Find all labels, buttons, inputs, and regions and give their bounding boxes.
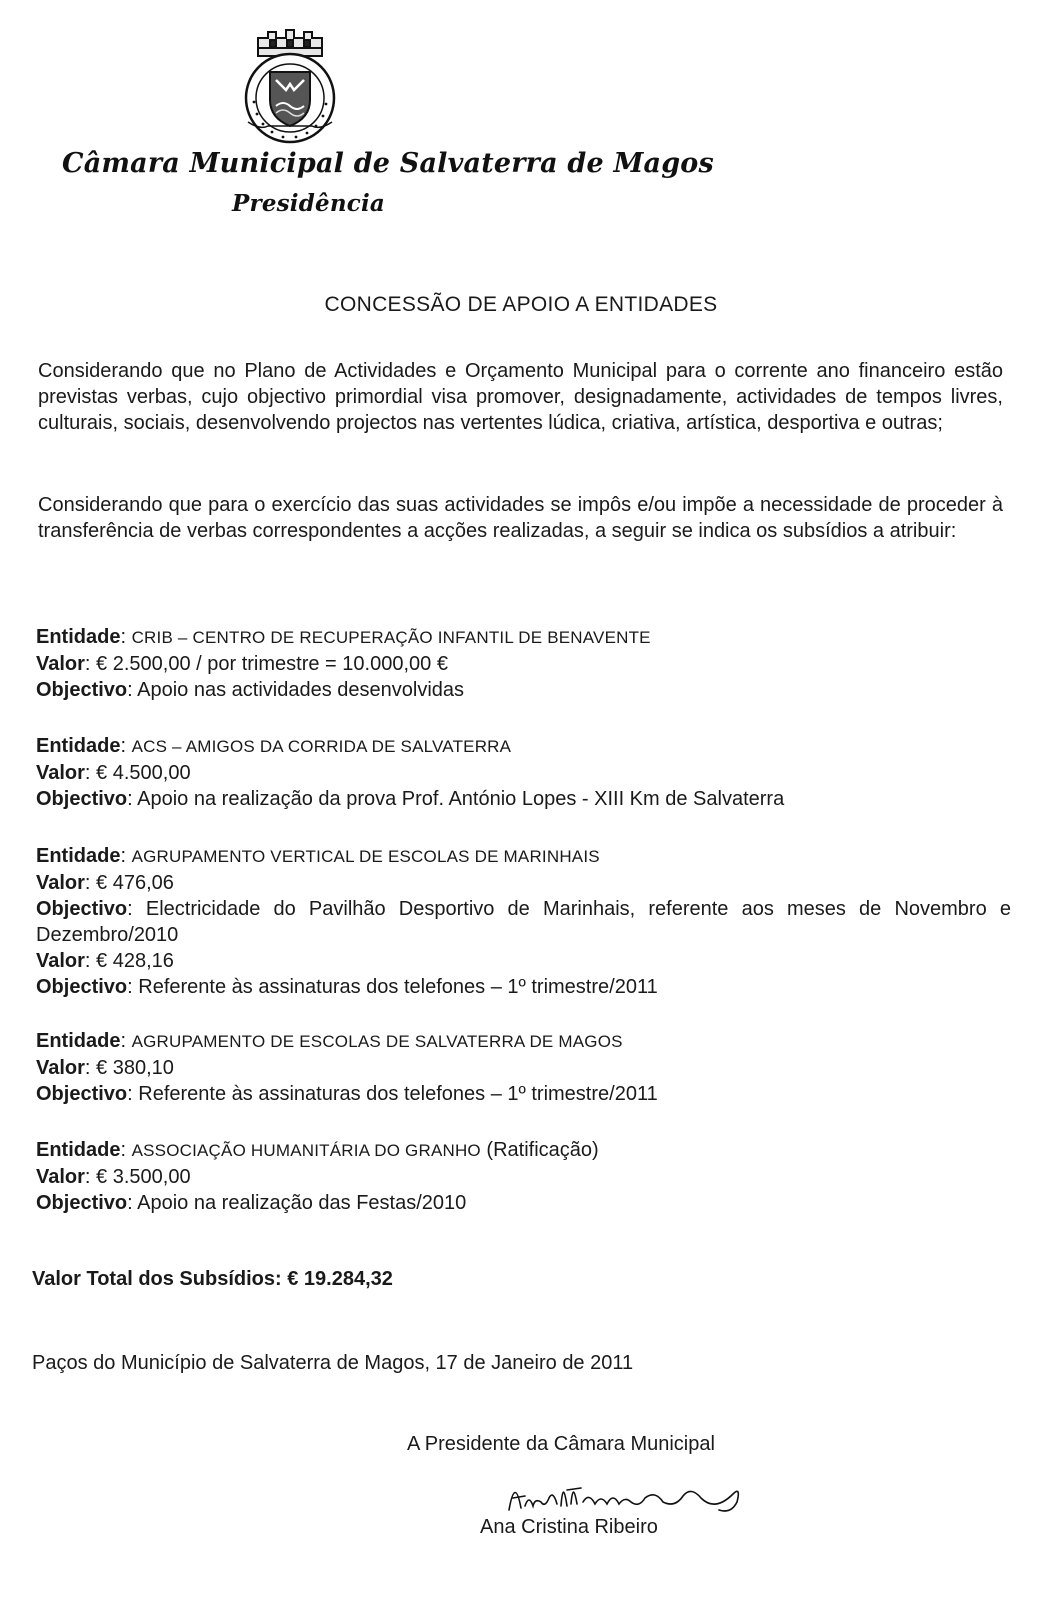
objectivo-label: Objectivo xyxy=(36,1083,128,1105)
entity-row xyxy=(36,624,1011,651)
separator: : xyxy=(127,679,138,701)
entity-name: AGRUPAMENTO DE ESCOLAS DE SALVATERRA DE MAGOS xyxy=(131,1032,623,1051)
valor-row xyxy=(36,870,1011,896)
objectivo-label: Objectivo xyxy=(36,679,128,701)
entidade-label: Entidade xyxy=(36,1139,121,1161)
total-value: € 19.284,32 xyxy=(287,1268,393,1290)
separator: : xyxy=(84,872,97,894)
valor-label: Valor xyxy=(36,872,85,894)
valor-row xyxy=(36,948,1011,974)
valor-label: Valor xyxy=(36,950,85,972)
entity-name-note: (Ratificação) xyxy=(486,1139,599,1161)
entity-block xyxy=(36,843,1011,1000)
entity-block xyxy=(36,1028,1011,1107)
entity-name: ACS – AMIGOS DA CORRIDA DE SALVATERRA xyxy=(131,737,512,756)
objectivo-row xyxy=(36,677,1011,703)
separator: : xyxy=(127,976,139,998)
entity-row xyxy=(36,1028,1011,1055)
total-subsidies xyxy=(32,1268,393,1291)
entity-name: ASSOCIAÇÃO HUMANITÁRIA DO GRANHO xyxy=(131,1141,481,1160)
separator: : xyxy=(120,626,132,648)
entity-name: CRIB – CENTRO DE RECUPERAÇÃO INFANTIL DE BENAVENTE xyxy=(131,628,651,647)
objectivo-row xyxy=(36,786,1011,812)
separator: : xyxy=(84,762,97,784)
objectivo-value: Referente às assinaturas dos telefones – 1º trimestre/2011 xyxy=(138,1083,658,1105)
valor-label: Valor xyxy=(36,1166,85,1188)
municipal-crest-logo xyxy=(230,18,360,150)
separator: : xyxy=(127,788,138,810)
valor-value: € 2.500,00 / por trimestre = 10.000,00 € xyxy=(96,653,448,675)
separator: : xyxy=(120,735,132,757)
separator: : xyxy=(84,1057,97,1079)
entity-row xyxy=(36,733,1011,760)
valor-row xyxy=(36,760,1011,786)
objectivo-label: Objectivo xyxy=(36,1192,128,1214)
objectivo-value: Apoio na realização da prova Prof. António Lopes - XIII Km de Salvaterra xyxy=(137,788,785,810)
entity-block xyxy=(36,1137,1011,1216)
document-title: CONCESSÃO DE APOIO A ENTIDADES xyxy=(324,293,718,316)
valor-label: Valor xyxy=(36,653,85,675)
separator: : xyxy=(127,1083,139,1105)
objectivo-row xyxy=(36,1081,1011,1107)
objectivo-value: Referente às assinaturas dos telefones – 1º trimestre/2011 xyxy=(138,976,658,998)
separator: : xyxy=(127,898,146,920)
valor-label: Valor xyxy=(36,762,85,784)
objectivo-value: Electricidade do Pavilhão Desportivo de Marinhais, referente aos meses de Novembro e Dezembro/2010 xyxy=(36,898,1011,946)
entity-row xyxy=(36,843,1011,870)
valor-row xyxy=(36,651,1011,677)
valor-value: € 428,16 xyxy=(96,950,174,972)
separator: : xyxy=(84,1166,97,1188)
valor-row xyxy=(36,1164,1011,1190)
entidade-label: Entidade xyxy=(36,1030,121,1052)
place-and-date: Paços do Município de Salvaterra de Magos, 17 de Janeiro de 2011 xyxy=(32,1352,634,1374)
valor-value: € 476,06 xyxy=(96,872,174,894)
objectivo-label: Objectivo xyxy=(36,788,128,810)
paragraph-2: Considerando que para o exercício das suas actividades se impôs e/ou impõe a necessidade de proceder à transferência de verbas correspondentes a acções realizadas, a seguir se indica os subsídios a atribuir: xyxy=(38,494,1003,542)
separator: : xyxy=(84,653,97,675)
signatory-title: A Presidente da Câmara Municipal xyxy=(407,1433,715,1455)
signatory-name: Ana Cristina Ribeiro xyxy=(480,1516,658,1538)
valor-value: € 380,10 xyxy=(96,1057,174,1079)
valor-label: Valor xyxy=(36,1057,85,1079)
paragraph-1: Considerando que no Plano de Actividades e Orçamento Municipal para o corrente ano financeiro estão previstas verbas, cujo objectivo primordial visa promover, designadamente, actividades de tempos livres, culturais, sociais, desenvolvendo projectos nas vertentes lúdica, criativa, artística, desportiva e outras; xyxy=(38,360,1003,434)
objectivo-row xyxy=(36,974,1011,1000)
separator: : xyxy=(120,1030,132,1052)
entidade-label: Entidade xyxy=(36,626,121,648)
objectivo-value: Apoio na realização das Festas/2010 xyxy=(137,1192,467,1214)
entidade-label: Entidade xyxy=(36,845,121,867)
objectivo-value: Apoio nas actividades desenvolvidas xyxy=(137,679,465,701)
separator: : xyxy=(84,950,97,972)
objectivo-row xyxy=(36,1190,1011,1216)
objectivo-label: Objectivo xyxy=(36,976,128,998)
separator: : xyxy=(127,1192,138,1214)
separator: : xyxy=(120,845,132,867)
objectivo-label: Objectivo xyxy=(36,898,128,920)
separator: : xyxy=(120,1139,132,1161)
entidade-label: Entidade xyxy=(36,735,121,757)
letterhead-office: Presidência xyxy=(232,190,386,217)
letterhead-municipality: Câmara Municipal de Salvaterra de Magos xyxy=(62,148,714,179)
total-label: Valor Total dos Subsídios: xyxy=(32,1268,282,1290)
valor-value: € 4.500,00 xyxy=(96,762,191,784)
entity-block xyxy=(36,624,1011,703)
valor-value: € 3.500,00 xyxy=(96,1166,191,1188)
entity-row xyxy=(36,1137,1011,1164)
objectivo-row xyxy=(36,896,1011,948)
valor-row xyxy=(36,1055,1011,1081)
entity-block xyxy=(36,733,1011,812)
entity-name: AGRUPAMENTO VERTICAL DE ESCOLAS DE MARINHAIS xyxy=(131,847,600,866)
